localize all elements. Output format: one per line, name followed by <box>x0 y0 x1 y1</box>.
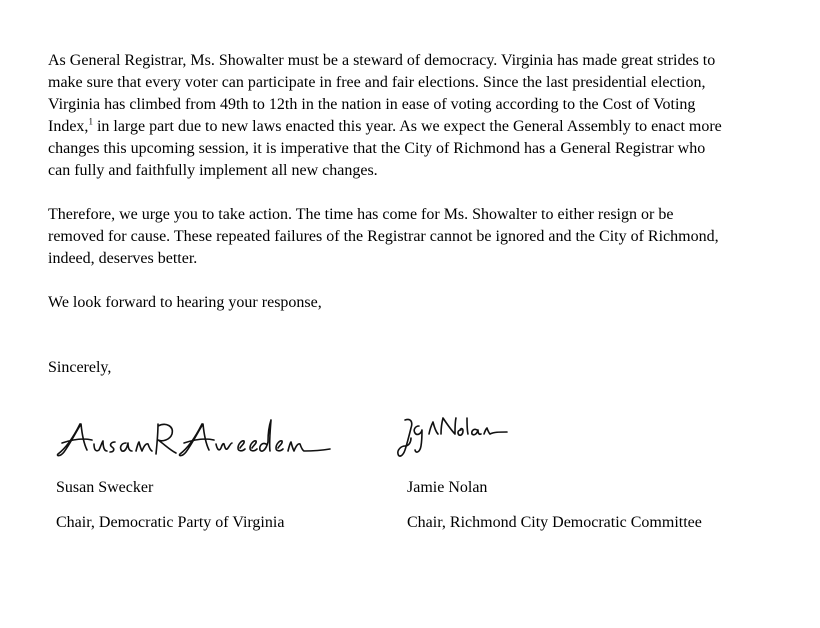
closing-salutation: Sincerely, <box>48 359 112 376</box>
paragraph-line: removed for cause. These repeated failures of the Registrar cannot be ignored and the City of Richmond, <box>48 228 719 245</box>
paragraph-registrar-steward <box>48 50 788 182</box>
signature-susan-swecker <box>52 410 332 468</box>
signer-name: Susan Swecker <box>56 479 154 496</box>
signer-name: Jamie Nolan <box>407 479 488 496</box>
paragraph-call-to-action <box>48 204 788 270</box>
paragraph-line: changes this upcoming session, it is imperative that the City of Richmond has a General Registrar who <box>48 140 706 157</box>
paragraph-fragment: in large part due to new laws enacted this year. As we expect the General Assembly to enact more <box>96 118 722 135</box>
paragraph-line: make sure that every voter can participate in free and fair elections. Since the last presidential election, <box>48 74 706 91</box>
signer-title: Chair, Democratic Party of Virginia <box>56 514 285 531</box>
paragraph-line: Virginia has climbed from 49th to 12th in the nation in ease of voting according to the Cost of Voting <box>48 96 696 113</box>
paragraph-line <box>48 116 788 138</box>
footnote-marker: 1 <box>88 116 93 127</box>
paragraph-line: can fully and faithfully implement all new changes. <box>48 162 378 179</box>
paragraph-fragment: Index, <box>48 118 89 135</box>
paragraph-line: Therefore, we urge you to take action. The time has come for Ms. Showalter to either resign or be <box>48 206 674 223</box>
signature-jamie-nolan <box>395 412 510 462</box>
paragraph-line: As General Registrar, Ms. Showalter must be a steward of democracy. Virginia has made great strides to <box>48 52 716 69</box>
paragraph-response: We look forward to hearing your response, <box>48 294 322 311</box>
paragraph-line: indeed, deserves better. <box>48 250 198 267</box>
signer-title: Chair, Richmond City Democratic Committee <box>407 514 702 531</box>
